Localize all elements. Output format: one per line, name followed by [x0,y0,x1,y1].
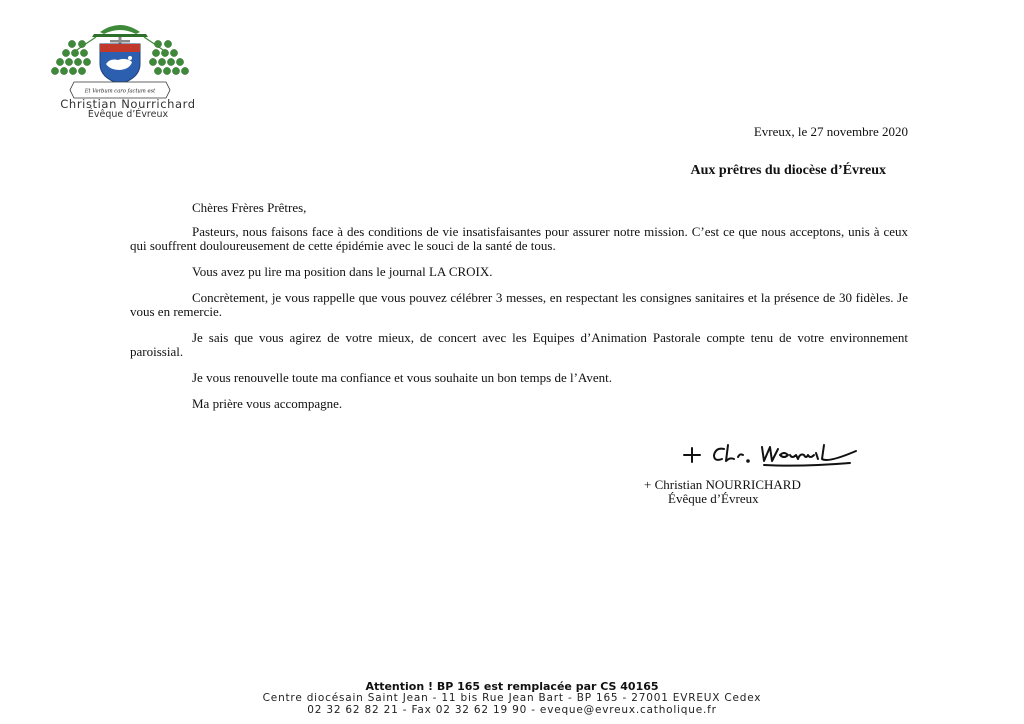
closing-name: + Christian NOURRICHARD [644,477,801,492]
footer-attention: Attention ! BP 165 est remplacée par CS 40165 [365,680,659,693]
letter-paragraph: Je sais que vous agirez de votre mieux, de concert avec les Equipes d’Animation Pastorale compte tenu de votre environnement paroissial. [130,330,908,359]
letter-paragraph: Vous avez pu lire ma position dans le journal LA CROIX. [192,264,493,279]
footer-contact: 02 32 62 82 21 - Fax 02 32 62 19 90 - eveque@evreux.catholique.fr [307,704,717,716]
letter-paragraph: Je vous renouvelle toute ma confiance et vous souhaite un bon temps de l’Avent. [192,370,612,385]
letter-date: Evreux, le 27 novembre 2020 [753,124,908,139]
coat-of-arms-logo [44,20,196,100]
motto-ribbon [70,82,170,98]
galero-hat [92,25,148,37]
svg-text:Et Verbum caro factum est: Et Verbum caro factum est [84,88,156,95]
closing-title: Évêque d’Évreux [668,491,759,506]
sender-name: Christian Nourrichard [60,97,196,111]
sender-title: Évêque d’Évreux [87,109,169,120]
tassels-right [144,37,189,75]
footer-address: Centre diocésain Saint Jean - 11 bis Rue Jean Bart - BP 165 - 27001 EVREUX Cedex [262,692,762,704]
letter-body [130,201,908,423]
letter-greeting: Chères Frères Prêtres, [192,200,307,215]
letter-paragraph: Ma prière vous accompagne. [192,396,343,411]
handwritten-signature [680,437,860,473]
letter-paragraph: Pasteurs, nous faisons face à des conditions de vie insatisfaisantes pour assurer notre mission. C’est ce que nous acceptons, unis à ceux qui souffrent douloureusement de cette épidémie avec le souci de la santé de tous. [130,224,908,253]
letter-paragraph: Concrètement, je vous rappelle que vous pouvez célébrer 3 messes, en respectant les consignes sanitaires et la présence de 30 fidèles. Je vous en remercie. [130,290,908,319]
letter-heading: Aux prêtres du diocèse d’Évreux [690,163,886,178]
shield [100,44,140,84]
tassels-left [51,37,96,75]
